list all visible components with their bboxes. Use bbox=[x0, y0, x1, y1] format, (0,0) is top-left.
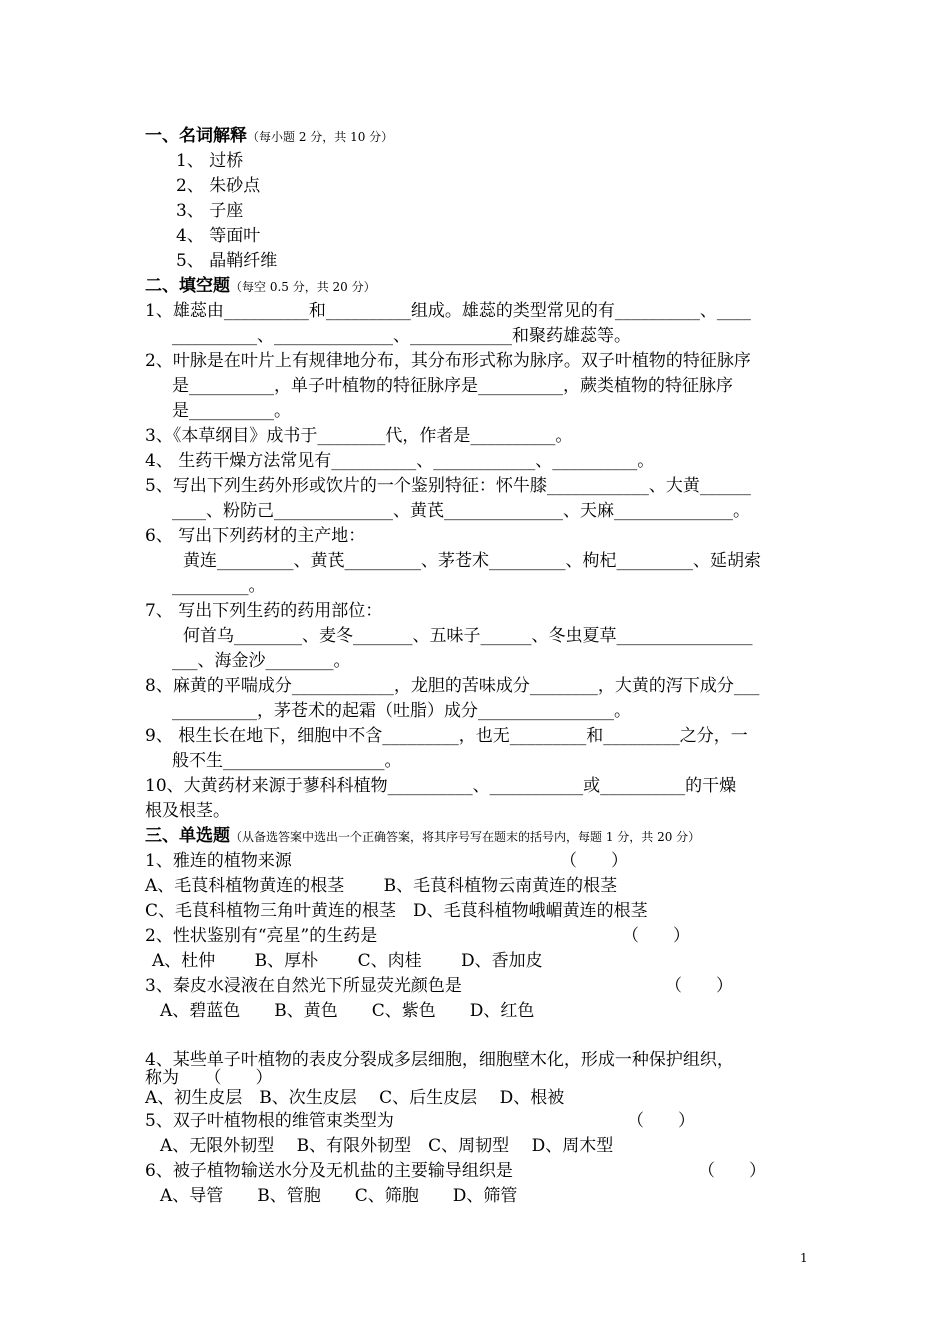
term-item: 5、 晶鞘纤维 bbox=[176, 251, 278, 271]
fill-line: 1、雄蕊由__________和__________组成。雄蕊的类型常见的有__________、____ bbox=[145, 301, 751, 321]
fill-line: 6、 写出下列药材的主产地： bbox=[145, 526, 366, 546]
fill-line: _________。 bbox=[172, 576, 266, 596]
section-3-heading bbox=[145, 826, 700, 847]
fill-line: 8、麻黄的平喘成分____________，龙胆的苦味成分________，大黄的泻下成分___ bbox=[145, 676, 760, 696]
section-title: 一、名词解释 bbox=[145, 126, 247, 146]
term-item: 3、 子座 bbox=[176, 201, 244, 221]
answer-options: A、初生皮层 B、次生皮层 C、后生皮层 D、根被 bbox=[145, 1088, 565, 1108]
fill-line: __________，茅苍术的起霜（吐脂）成分________________。 bbox=[172, 701, 631, 721]
section-note: （每空 0.5 分，共 20 分） bbox=[230, 280, 376, 294]
section-title: 三、单选题 bbox=[145, 826, 230, 846]
term-item: 2、 朱砂点 bbox=[176, 176, 261, 196]
question-stem: 2、性状鉴别有“亮星”的生药是 bbox=[145, 926, 378, 946]
term-item: 4、 等面叶 bbox=[176, 226, 261, 246]
term-item: 1、 过桥 bbox=[176, 151, 244, 171]
fill-line: 3、《本草纲目》成书于________代，作者是__________。 bbox=[145, 426, 573, 446]
section-2-heading bbox=[145, 276, 376, 297]
answer-options: A、毛茛科植物黄连的根茎 B、毛茛科植物云南黄连的根茎 bbox=[145, 876, 618, 896]
answer-bracket: （ ） bbox=[627, 1111, 695, 1131]
fill-line: 是__________，单子叶植物的特征脉序是__________，蕨类植物的特征脉序 bbox=[172, 376, 733, 396]
question-stem: 4、某些单子叶植物的表皮分裂成多层细胞，细胞壁木化，形成一种保护组织， bbox=[145, 1050, 734, 1070]
fill-line: 7、 写出下列生药的药用部位： bbox=[145, 601, 383, 621]
fill-line: 是__________。 bbox=[172, 401, 291, 421]
fill-line: 根及根茎。 bbox=[145, 801, 230, 821]
answer-options: C、毛茛科植物三角叶黄连的根茎 D、毛茛科植物峨嵋黄连的根茎 bbox=[145, 901, 648, 921]
section-note: （每小题 2 分，共 10 分） bbox=[247, 130, 394, 144]
answer-options: A、杜仲 B、厚朴 C、肉桂 D、香加皮 bbox=[152, 951, 543, 971]
fill-line: 2、叶脉是在叶片上有规律地分布，其分布形式称为脉序。双子叶植物的特征脉序 bbox=[145, 351, 751, 371]
fill-line: ____、粉防己______________、黄芪______________、天麻______________。 bbox=[172, 501, 750, 521]
answer-options: A、碧蓝色 B、黄色 C、紫色 D、红色 bbox=[160, 1001, 535, 1021]
question-stem: 6、被子植物输送水分及无机盐的主要输导组织是 bbox=[145, 1161, 513, 1181]
section-title: 二、填空题 bbox=[145, 276, 230, 296]
answer-options: A、无限外韧型 B、有限外韧型 C、周韧型 D、周木型 bbox=[160, 1136, 614, 1156]
question-stem: 称为 （ ） bbox=[145, 1068, 273, 1088]
fill-line: ___、海金沙________。 bbox=[172, 651, 351, 671]
question-stem: 3、秦皮水浸液在自然光下所显荧光颜色是 bbox=[145, 976, 462, 996]
answer-options: A、导管 B、管胞 C、筛胞 D、筛管 bbox=[160, 1186, 518, 1206]
fill-line: 黄连_________、黄芪_________、茅苍术_________、枸杞_________、延胡索 bbox=[183, 551, 761, 571]
answer-bracket: （ ） bbox=[560, 851, 628, 871]
fill-line: 般不生___________________。 bbox=[172, 751, 402, 771]
fill-line: 10、大黄药材来源于蓼科科植物__________、___________或__________的干燥 bbox=[145, 776, 737, 796]
fill-line: 4、 生药干燥方法常见有__________、____________、__________。 bbox=[145, 451, 655, 471]
section-note: （从备选答案中选出一个正确答案，将其序号写在题末的括号内，每题 1 分，共 20 分） bbox=[230, 830, 701, 844]
fill-line: __________、______________、____________和聚药雄蕊等。 bbox=[172, 326, 631, 346]
fill-line: 5、写出下列生药外形或饮片的一个鉴别特征：怀牛膝____________、大黄______ bbox=[145, 476, 751, 496]
answer-bracket: （ ） bbox=[665, 976, 733, 996]
answer-bracket: （ ） bbox=[698, 1161, 766, 1181]
answer-bracket: （ ） bbox=[622, 926, 690, 946]
page-number: 1 bbox=[800, 1251, 808, 1265]
question-stem: 5、双子叶植物根的维管束类型为 bbox=[145, 1111, 394, 1131]
section-1-heading bbox=[145, 126, 393, 147]
fill-line: 9、 根生长在地下，细胞中不含_________，也无_________和_________之分，一 bbox=[145, 726, 748, 746]
fill-line: 何首乌________、麦冬_______、五味子______、冬虫夏草________________ bbox=[183, 626, 753, 646]
question-stem: 1、雅连的植物来源 bbox=[145, 851, 292, 871]
